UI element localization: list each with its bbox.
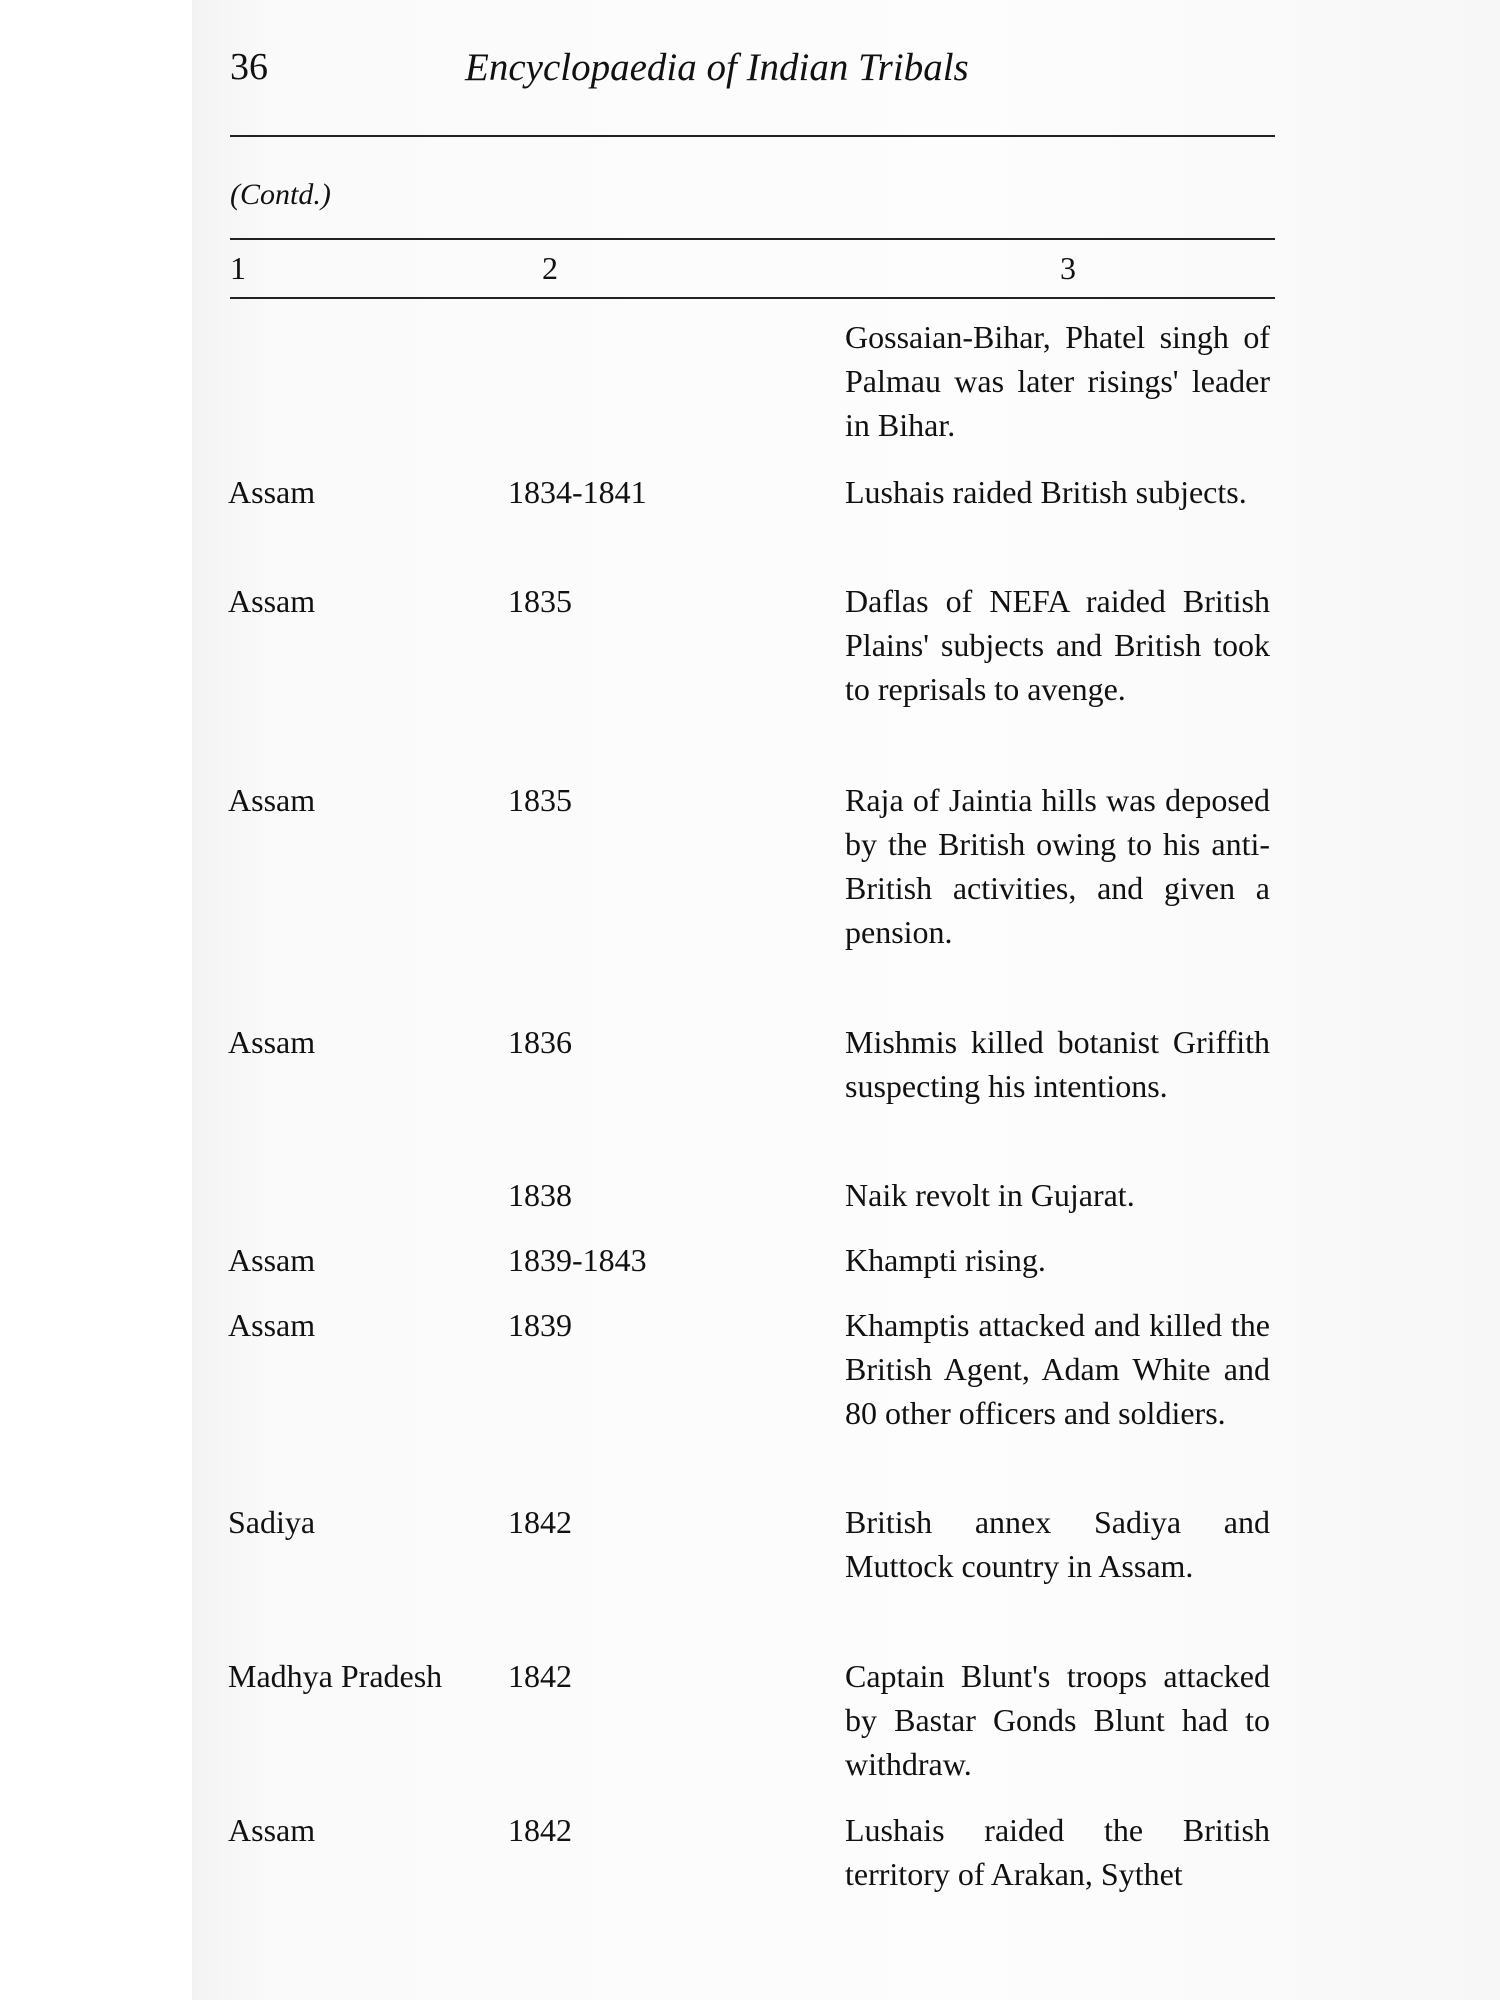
event-cell: Raja of Jaintia hills was deposed by the British owing to his anti-British activities, and given a pension. [845,782,1270,950]
year-cell: 1842 [508,1504,572,1540]
place-cell: Assam [228,1812,316,1848]
place-cell: Assam [228,1242,316,1278]
page-header [230,45,1275,105]
event-cell: Daflas of NEFA raided British Plains' subjects and British took to reprisals to avenge. [845,583,1270,707]
table-header-row [230,250,1275,295]
header-rule [230,135,1275,137]
year-cell: 1836 [508,1024,572,1060]
event-cell: Khamptis attacked and killed the British Agent, Adam White and 80 other officers and soldiers. [845,1307,1270,1431]
column-header-3: 3 [1060,250,1076,286]
column-header-1: 1 [230,250,246,286]
place-cell: Assam [228,474,316,510]
event-cell: Lushais raided the British territory of Arakan, Sythet [845,1812,1270,1892]
event-cell: Gossaian-Bihar, Phatel singh of Palmau was later risings' leader in Bihar. [845,319,1270,443]
year-cell: 1838 [508,1177,572,1213]
column-header-2: 2 [542,250,558,286]
event-cell: Captain Blunt's troops attacked by Bastar Gonds Blunt had to withdraw. [845,1658,1270,1782]
year-cell: 1834-1841 [508,474,647,510]
place-cell: Assam [228,782,316,818]
place-cell: Assam [228,1024,316,1060]
page-number: 36 [230,46,268,88]
place-cell: Madhya Pradesh [228,1658,443,1694]
table-top-rule [230,238,1275,240]
event-cell: Mishmis killed botanist Griffith suspecting his intentions. [845,1024,1270,1104]
table-header-rule [230,297,1275,299]
event-cell: Lushais raided British subjects. [845,474,1247,510]
year-cell: 1839 [508,1307,572,1343]
place-cell: Sadiya [228,1504,316,1540]
year-cell: 1835 [508,782,572,818]
year-cell: 1842 [508,1658,572,1694]
event-cell: British annex Sadiya and Muttock country in Assam. [845,1504,1270,1584]
event-cell: Khampti rising. [845,1242,1046,1278]
book-title: Encyclopaedia of Indian Tribals [465,46,969,89]
year-cell: 1839-1843 [508,1242,647,1278]
year-cell: 1835 [508,583,572,619]
event-cell: Naik revolt in Gujarat. [845,1177,1135,1213]
year-cell: 1842 [508,1812,572,1848]
place-cell: Assam [228,583,316,619]
continued-label: (Contd.) [230,178,331,211]
place-cell: Assam [228,1307,316,1343]
